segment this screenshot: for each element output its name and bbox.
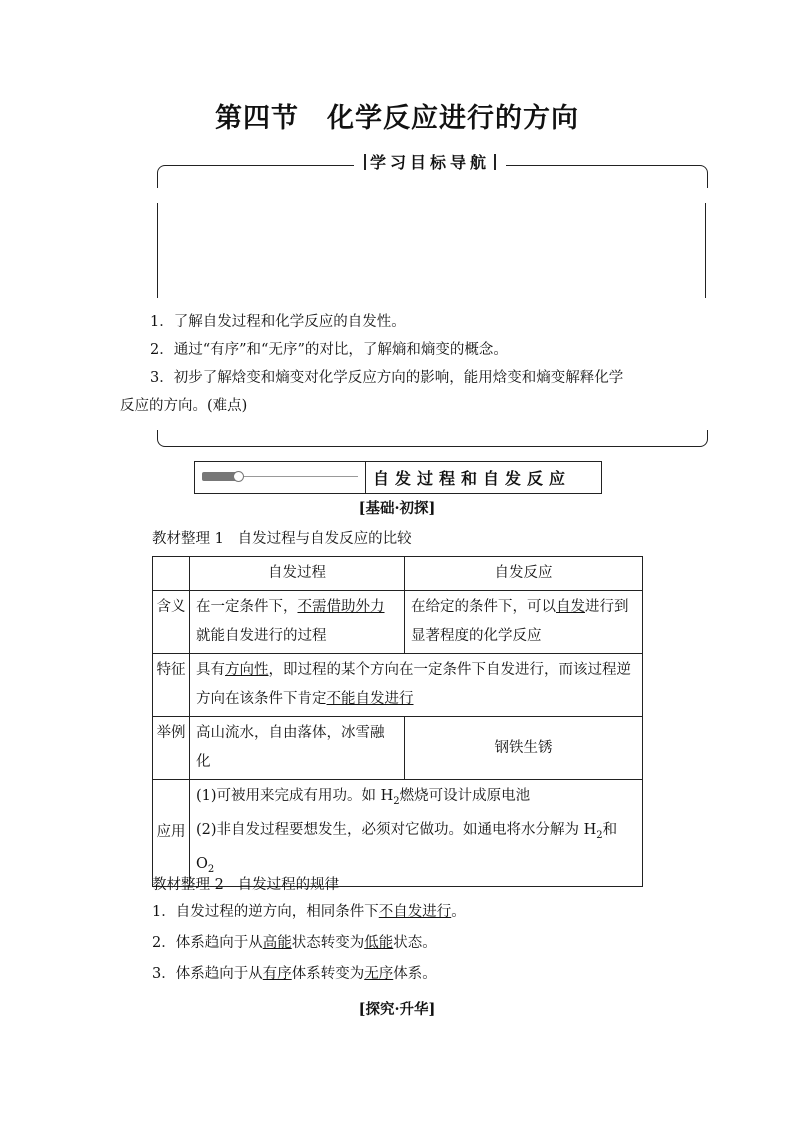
explore-upgrade-label: [探究·升华] [358,1001,436,1018]
list-item: 2．体系趋向于从高能状态转变为低能状态。 [152,935,437,951]
table-cell: 钢铁生锈 [405,717,643,780]
section-banner [194,461,602,494]
banner-decoration [195,462,365,493]
basic-explore-label: [基础·初探] [358,500,436,517]
objectives-tag-label: 学习目标导航 [370,153,491,172]
objectives-box-right-border [705,203,706,298]
table-row [153,717,643,780]
row-header: 应用 [153,780,190,887]
section-number: 第四节 [215,103,299,134]
objective-item: 1．了解自发过程和化学反应的自发性。 [150,314,406,330]
heading-textbook-1: 教材整理 1 自发过程与自发反应的比较 [152,531,412,547]
table-cell: 在给定的条件下，可以自发进行到显著程度的化学反应 [405,591,643,654]
objectives-list [120,308,680,420]
list-item: 3．体系趋向于从有序体系转变为无序体系。 [152,966,437,982]
objective-item-continued: 反应的方向。(难点) [120,398,248,414]
objectives-box-left-border [157,203,158,298]
section-title: 化学反应进行的方向 [327,103,579,134]
table-cell: 在一定条件下，不需借助外力就能自发进行的过程 [190,591,405,654]
objectives-tag [354,150,506,173]
list-item: 1．自发过程的逆方向，相同条件下不自发进行。 [152,904,466,920]
table-cell: 具有方向性，即过程的某个方向在一定条件下自发进行，而该过程逆方向在该条件下肯定不能自发进行 [190,654,643,717]
column-header: 自发反应 [405,557,643,591]
rules-list [152,897,466,990]
row-header: 特征 [153,654,190,717]
objective-item: 2．通过“有序”和“无序”的对比，了解熵和熵变的概念。 [150,342,508,358]
table-cell: 高山流水，自由落体，冰雪融化 [190,717,405,780]
table-cell: (1)可被用来完成有用功。如 $H_2$燃烧可设计成原电池 (2)非自发过程要想发生，必须对它做功。如通电将水分解为 $H_2$和 $O_2$ [190,780,643,887]
table-row [153,780,643,887]
objective-item: 3．初步了解焓变和熵变对化学反应方向的影响，能用焓变和熵变解释化学 [150,370,624,386]
page-title [0,96,794,135]
table-header-row [153,557,643,591]
comparison-table [152,556,643,887]
table-row [153,654,643,717]
heading-textbook-2: 教材整理 2 自发过程的规律 [152,877,340,893]
table-row [153,591,643,654]
row-header: 含义 [153,591,190,654]
row-header: 举例 [153,717,190,780]
column-header: 自发过程 [190,557,405,591]
objectives-box-bottom [157,430,708,447]
banner-title: 自发过程和自发反应 [373,469,572,488]
